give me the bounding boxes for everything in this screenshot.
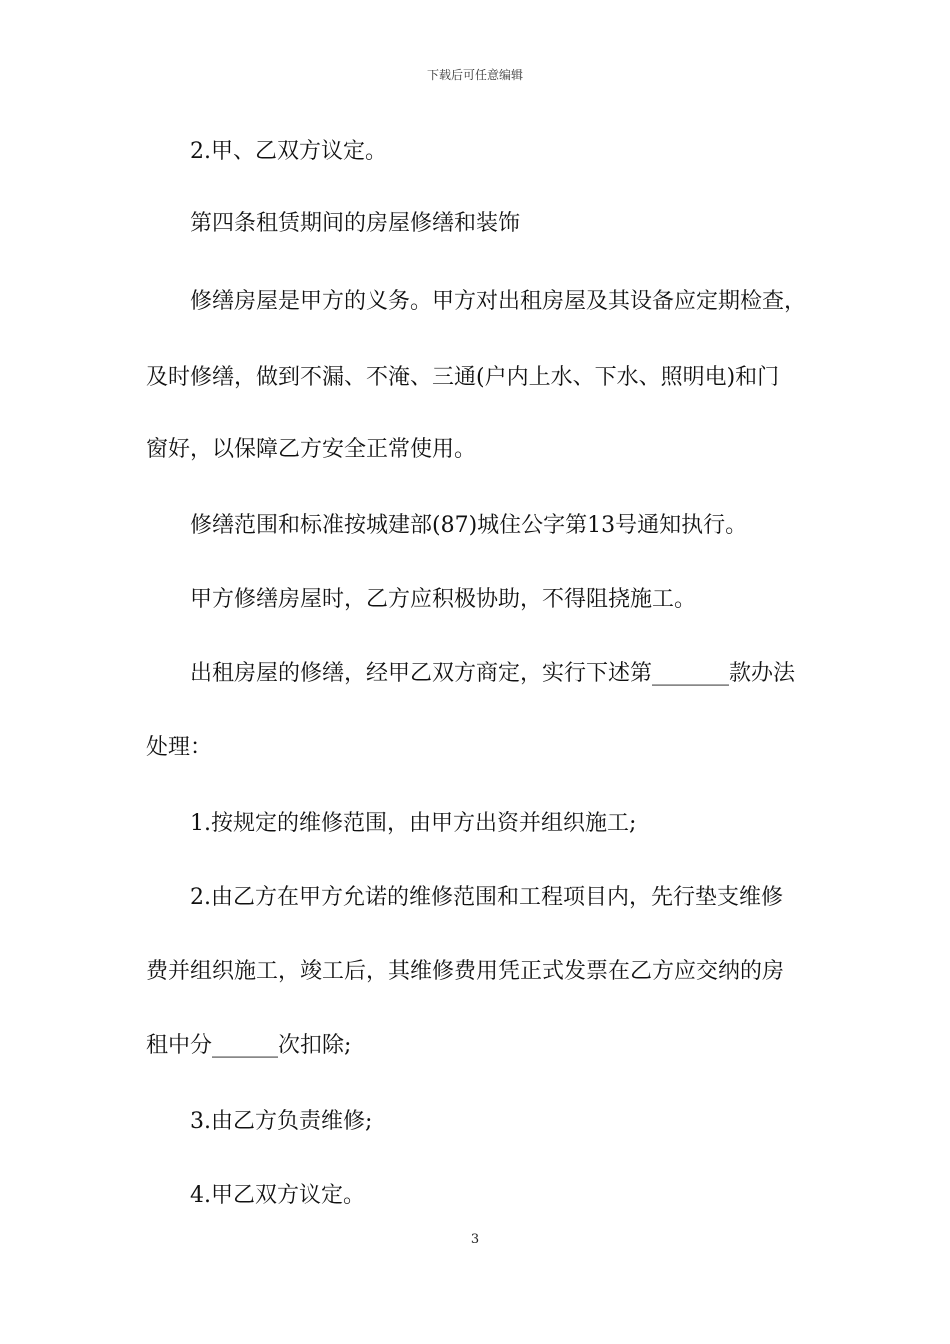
paragraph-repair-scope: 修缮范围和标准按城建部(87)城住公字第13号通知执行。 [190,513,748,538]
option-2-line-3: 租中分______次扣除; [146,1033,352,1058]
option-2-line-1: 2.由乙方在甲方允诺的维修范围和工程项目内，先行垫支维修 [190,885,783,910]
paragraph-repair-duty-line-2: 及时修缮，做到不漏、不淹、三通(户内上水、下水、照明电)和门 [146,365,780,390]
article-4-heading: 第四条租赁期间的房屋修缮和装饰 [190,211,521,236]
option-2-line-2: 费并组织施工，竣工后，其维修费用凭正式发票在乙方应交纳的房 [146,959,785,984]
option-1: 1.按规定的维修范围，由甲方出资并组织施工; [190,811,637,836]
option-3: 3.由乙方负责维修; [190,1109,373,1134]
option-4: 4.甲乙双方议定。 [190,1183,365,1208]
paragraph-cooperation: 甲方修缮房屋时，乙方应积极协助，不得阻挠施工。 [190,587,697,612]
page-header-note: 下载后可任意编辑 [426,68,523,82]
paragraph-method-line-1: 出租房屋的修缮，经甲乙双方商定，实行下述第_______款办法 [190,661,796,686]
page-number: 3 [470,1232,480,1247]
clause-2-agreed: 2.甲、乙双方议定。 [190,139,387,164]
paragraph-repair-duty-line-1: 修缮房屋是甲方的义务。甲方对出租房屋及其设备应定期检查， [190,289,807,314]
paragraph-method-line-2: 处理： [146,735,213,760]
paragraph-repair-duty-line-3: 窗好，以保障乙方安全正常使用。 [146,437,477,462]
